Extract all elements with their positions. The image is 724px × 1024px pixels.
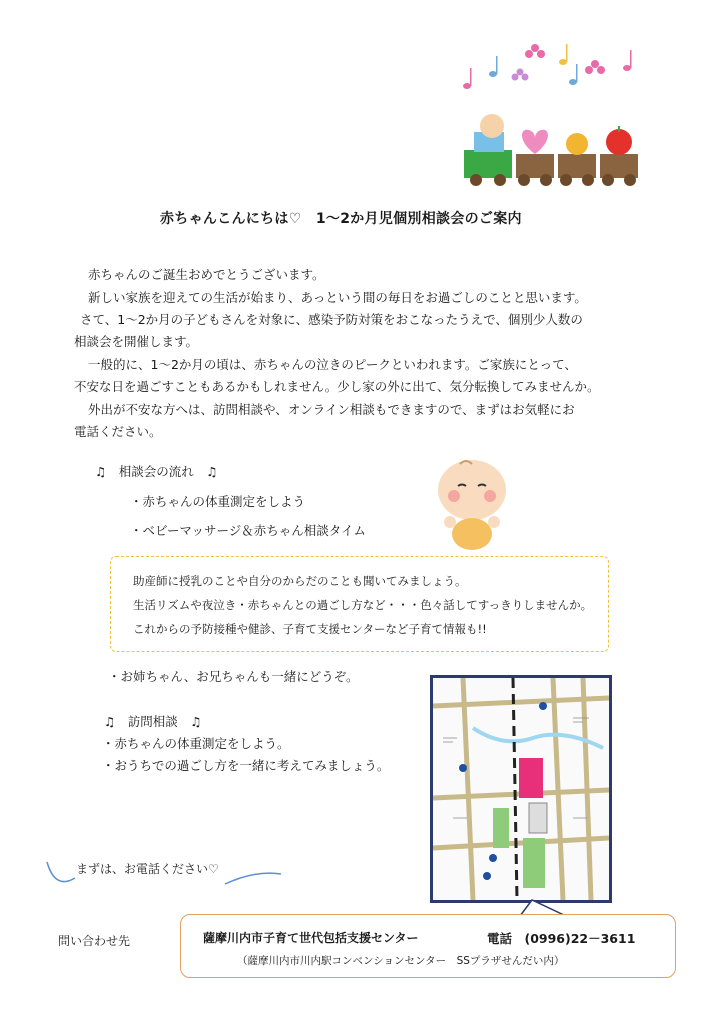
info-box-line: 助産師に授乳のことや自分のからだのことも聞いてみましょう。 <box>133 574 467 588</box>
intro-line: 一般的に、1～2か月の頃は、赤ちゃんの泣きのピークといわれます。ご家族にとって、 <box>88 357 577 372</box>
contact-location: （薩摩川内市川内駅コンベンションセンター SSプラザせんだい内） <box>237 955 565 967</box>
toy-train-illustration <box>462 108 640 188</box>
flow-heading: ♫ 相談会の流れ ♫ <box>95 464 218 479</box>
music-note-icon <box>463 68 472 89</box>
visit-heading: ♫ 訪問相談 ♫ <box>104 714 202 729</box>
flow-item: ・ベビーマッサージ＆赤ちゃん相談タイム <box>130 523 367 538</box>
intro-line: 赤ちゃんのご誕生おめでとうございます。 <box>88 267 325 282</box>
contact-label: 問い合わせ先 <box>58 934 131 948</box>
contact-phone[interactable]: 電話 (0996)22－3611 <box>487 931 636 946</box>
music-note-icon <box>489 56 498 77</box>
flower-icon <box>512 69 529 81</box>
intro-line: 新しい家族を迎えての生活が始まり、あっという間の毎日をお過ごしのことと思います。 <box>88 290 587 305</box>
contact-box <box>180 914 676 978</box>
info-box <box>110 556 609 652</box>
contact-org: 薩摩川内市子育て世代包括支援センター <box>203 931 419 945</box>
location-map <box>430 675 612 903</box>
visit-item: ・赤ちゃんの体重測定をしよう。 <box>102 736 290 751</box>
info-box-line: 生活リズムや夜泣き・赤ちゃんとの過ごし方など・・・色々話してすっきりしませんか。 <box>133 598 593 612</box>
flow-item: ・赤ちゃんの体重測定をしよう <box>130 494 306 509</box>
flower-icon <box>585 60 605 74</box>
music-note-icon <box>569 64 578 85</box>
intro-line: さて、1～2か月の子どもさんを対象に、感染予防対策をおこなったうえで、個別少人数の <box>80 312 583 327</box>
page-title: 赤ちゃんこんにちは♡ 1～2か月児個別相談会のご案内 <box>160 211 522 227</box>
intro-line: 相談会を開催します。 <box>74 334 199 349</box>
intro-line: 電話ください。 <box>74 424 162 439</box>
flower-icon <box>525 44 545 58</box>
visit-item: ・おうちでの過ごし方を一緒に考えてみましょう。 <box>102 758 390 773</box>
map-drawing <box>433 678 609 900</box>
call-note: まずは、お電話ください♡ <box>76 862 219 876</box>
intro-line: 不安な日を過ごすこともあるかもしれません。少し家の外に出て、気分転換してみませんか。 <box>74 379 600 394</box>
music-note-icon <box>559 44 568 65</box>
music-note-icon <box>623 50 632 71</box>
baby-illustration <box>432 456 514 552</box>
music-notes-decoration <box>455 38 645 98</box>
siblings-note: ・お姉ちゃん、お兄ちゃんも一緒にどうぞ。 <box>108 669 359 684</box>
info-box-line: これからの予防接種や健診、子育て支援センターなど子育て情報も!! <box>133 622 487 636</box>
intro-line: 外出が不安な方へは、訪問相談や、オンライン相談もできますので、まずはお気軽にお <box>88 402 575 417</box>
